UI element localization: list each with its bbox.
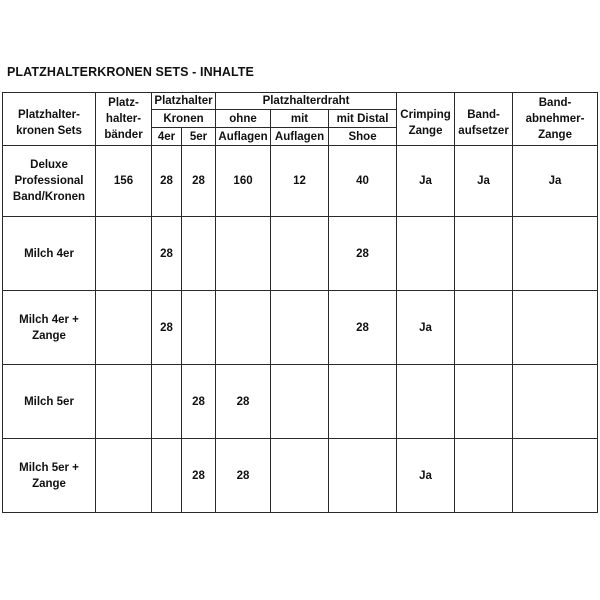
col-header-baender-line2: halter-: [105, 113, 142, 125]
col-header-crimping: [397, 93, 455, 146]
set-name-line: Milch 4er +: [19, 313, 79, 326]
col-header-mit-1: mit: [271, 110, 329, 128]
cell-draht-mit: [271, 291, 329, 365]
col-header-bandaufsetzer-line2: aufsetzer: [458, 125, 509, 137]
col-header-sets-line2: kronen Sets: [16, 125, 82, 137]
col-header-sets: [3, 93, 96, 146]
col-header-draht-group: Platzhalterdraht: [216, 93, 397, 110]
sets-table: [2, 92, 598, 513]
cell-crimping: Ja: [397, 439, 455, 513]
set-name-line: Deluxe: [30, 159, 68, 171]
cell-draht-ohne: 160: [216, 146, 271, 217]
cell-baender: [96, 217, 152, 291]
cell-kronen-4er: [152, 365, 182, 439]
col-header-bandaufsetzer: [455, 93, 513, 146]
cell-kronen-5er: 28: [182, 146, 216, 217]
cell-draht-ohne: 28: [216, 439, 271, 513]
cell-bandaufsetzer: [455, 291, 513, 365]
cell-kronen-5er: 28: [182, 439, 216, 513]
cell-bandaufsetzer: [455, 217, 513, 291]
cell-draht-mit: 12: [271, 146, 329, 217]
cell-draht-mit: [271, 439, 329, 513]
col-header-ohne-1: ohne: [216, 110, 271, 128]
col-header-bandabnehmer-line3: Zange: [538, 129, 572, 141]
set-name-cell: [3, 146, 96, 217]
cell-crimping: Ja: [397, 291, 455, 365]
set-name-line: Zange: [32, 477, 66, 490]
cell-kronen-5er: [182, 291, 216, 365]
table-row: [3, 217, 598, 291]
col-header-bandaufsetzer-line1: Band-: [467, 109, 500, 121]
col-header-baender: [96, 93, 152, 146]
cell-draht-distal: [329, 439, 397, 513]
cell-kronen-4er: 28: [152, 291, 182, 365]
cell-draht-distal: 28: [329, 291, 397, 365]
cell-bandabnehmer: [513, 217, 598, 291]
cell-crimping: [397, 365, 455, 439]
set-name-cell: [3, 217, 96, 291]
cell-crimping: [397, 217, 455, 291]
col-header-distal-2: Shoe: [329, 128, 397, 146]
cell-draht-ohne: [216, 217, 271, 291]
cell-draht-mit: [271, 217, 329, 291]
set-name-cell: [3, 291, 96, 365]
col-header-ohne-2: Auflagen: [216, 128, 271, 146]
col-header-kronen-sub: Kronen: [152, 110, 216, 128]
col-header-bandabnehmer-line1: Band-: [538, 97, 572, 109]
col-header-baender-line3: bänder: [104, 129, 143, 141]
cell-draht-distal: [329, 365, 397, 439]
header-row: [3, 93, 598, 110]
col-header-kronen: [152, 93, 216, 110]
cell-bandaufsetzer: [455, 365, 513, 439]
cell-draht-ohne: 28: [216, 365, 271, 439]
set-name-line: Zange: [32, 329, 66, 342]
set-name-line: Milch 5er: [24, 395, 74, 408]
cell-kronen-4er: 28: [152, 217, 182, 291]
col-header-distal-1: mit Distal: [329, 110, 397, 128]
cell-bandabnehmer: Ja: [513, 146, 598, 217]
cell-baender: 156: [96, 146, 152, 217]
set-name-cell: [3, 439, 96, 513]
cell-draht-ohne: [216, 291, 271, 365]
cell-baender: [96, 439, 152, 513]
table-row: [3, 365, 598, 439]
cell-kronen-5er: 28: [182, 365, 216, 439]
cell-bandabnehmer: [513, 291, 598, 365]
col-header-sets-line1: Platzhalter-: [18, 109, 80, 121]
cell-bandaufsetzer: Ja: [455, 146, 513, 217]
col-header-4er: 4er: [152, 128, 182, 146]
col-header-baender-line1: Platz-: [108, 97, 139, 109]
cell-kronen-4er: 28: [152, 146, 182, 217]
col-header-kronen-line1: Platzhalter: [154, 95, 213, 107]
set-name-line: Professional: [14, 175, 84, 187]
col-header-mit-2: Auflagen: [271, 128, 329, 146]
page-title: PLATZHALTERKRONEN SETS - INHALTE: [7, 65, 254, 79]
col-header-bandabnehmer: [513, 93, 598, 146]
col-header-bandabnehmer-line2: abnehmer-: [525, 113, 585, 125]
cell-baender: [96, 291, 152, 365]
col-header-crimping-line2: Zange: [408, 125, 443, 137]
cell-baender: [96, 365, 152, 439]
table-row: [3, 439, 598, 513]
table-row: [3, 146, 598, 217]
cell-bandabnehmer: [513, 365, 598, 439]
cell-bandaufsetzer: [455, 439, 513, 513]
cell-draht-distal: 40: [329, 146, 397, 217]
cell-bandabnehmer: [513, 439, 598, 513]
cell-kronen-5er: [182, 217, 216, 291]
cell-kronen-4er: [152, 439, 182, 513]
set-name-line: Band/Kronen: [12, 191, 86, 203]
set-name-line: Milch 4er: [24, 247, 74, 260]
set-name-cell: [3, 365, 96, 439]
set-name-line: Milch 5er +: [19, 461, 79, 474]
cell-crimping: Ja: [397, 146, 455, 217]
cell-draht-mit: [271, 365, 329, 439]
col-header-crimping-line1: Crimping: [400, 109, 451, 121]
table-row: [3, 291, 598, 365]
cell-draht-distal: 28: [329, 217, 397, 291]
col-header-5er: 5er: [182, 128, 216, 146]
